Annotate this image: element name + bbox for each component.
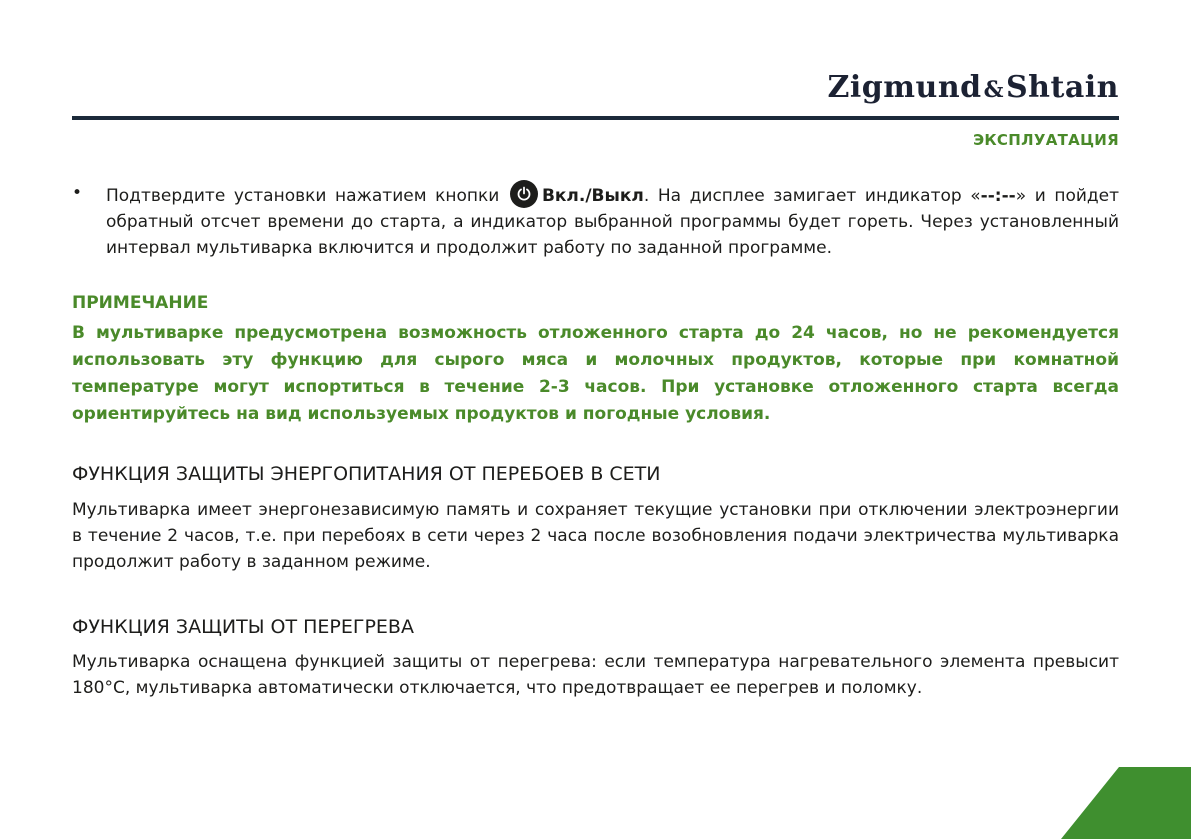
overheat-protection-heading: ФУНКЦИЯ ЗАЩИТЫ ОТ ПЕРЕГРЕВА xyxy=(72,616,414,638)
overheat-protection-body: Мультиварка оснащена функцией защиты от перегрева: если температура нагревательного элемента превысит 180°С, мультиварка автоматически отключается, что предотвращает ее перегрев и поломку. xyxy=(72,652,1119,698)
bullet-text-part3: » и пойдет обратный отсчет времени до старта, а индикатор выбранной программы будет гореть. Через установленный интервал мультиварка включится и продолжит работу по заданной программе. xyxy=(106,186,1120,258)
bullet-text xyxy=(106,180,1119,261)
brand-logo xyxy=(828,70,1119,105)
power-icon xyxy=(510,180,538,208)
power-protection-body: Мультиварка имеет энергонезависимую память и сохраняет текущие установки при отключении электроэнергии в течение 2 часов, т.е. при перебоях в сети через 2 часа после возобновления подачи электричества мультиварка продолжит работу в заданном режиме. xyxy=(72,500,1119,572)
bullet-text-part2: . На дисплее замигает индикатор « xyxy=(643,186,981,206)
brand-name-right: Shtain xyxy=(1006,70,1119,105)
corner-decoration xyxy=(1061,767,1191,839)
power-button-label: Вкл./Выкл xyxy=(541,186,644,206)
note-title: ПРИМЕЧАНИЕ xyxy=(72,293,209,313)
brand-ampersand: & xyxy=(983,77,1005,103)
section-title: ЭКСПЛУАТАЦИЯ xyxy=(973,131,1119,149)
timer-indicator: --:-- xyxy=(980,186,1016,206)
bullet-text-part1: Подтвердите установки нажатием кнопки xyxy=(106,186,500,206)
power-protection-heading: ФУНКЦИЯ ЗАЩИТЫ ЭНЕРГОПИТАНИЯ ОТ ПЕРЕБОЕВ В СЕТИ xyxy=(72,463,661,485)
header-divider xyxy=(72,116,1119,120)
bullet-marker: • xyxy=(72,183,83,203)
instruction-bullet xyxy=(72,180,1119,261)
brand-name-left: Zigmund xyxy=(827,70,982,105)
note-body: В мультиварке предусмотрена возможность отложенного старта до 24 часов, но не рекомендуется использовать эту функцию для сырого мяса и молочных продуктов, которые при комнатной температуре могут испортиться в течение 2-3 часов. При установке отложенного старта всегда ориентируйтесь на вид используемых продуктов и погодные условия. xyxy=(72,323,1119,424)
